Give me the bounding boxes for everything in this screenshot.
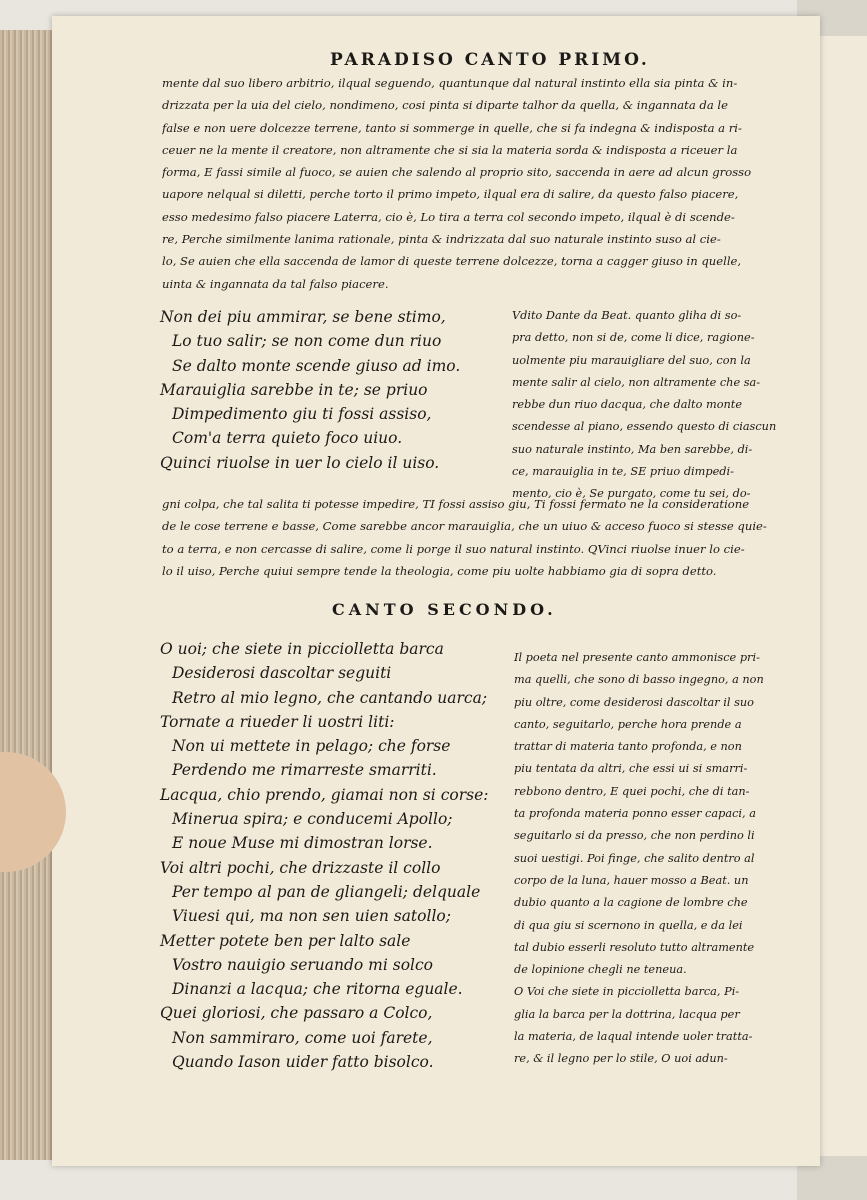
commentary-line: Vdito Dante da Beat. quanto gliha di so- [512, 309, 742, 322]
prose-line: de le cose terrene e basse, Come sarebbe ancor marauiglia, che un uiuo & acceso fuoco si stesse quie- [162, 519, 767, 534]
commentary-line: la materia, de laqual intende uoler tratta- [514, 1030, 753, 1044]
verse-line: Perdendo me rimarreste smarriti. [172, 761, 437, 780]
commentary-line: mento, cio è, Se purgato, come tu sei, do- [512, 487, 751, 501]
commentary-line: re, & il legno per lo stile, O uoi adun- [514, 1052, 728, 1066]
verse-line: Com'a terra quieto foco uiuo. [172, 429, 403, 448]
commentary-line: pra detto, non si de, come li dice, ragione- [512, 331, 755, 345]
verse-line: Metter potete ben per lalto sale [160, 931, 411, 950]
prose-line: re, Perche similmente lanima rationale, pinta & indrizzata dal suo naturale instinto suso al cie- [162, 232, 721, 247]
canto-heading: CANTO SECONDO. [332, 600, 557, 619]
verse-line: Non ui mettete in pelago; che forse [172, 737, 451, 756]
verse-line: Desiderosi dascoltar seguiti [172, 664, 392, 683]
commentary-line: ma quelli, che sono di basso ingegno, a non [514, 673, 764, 687]
commentary-line: glia la barca per la dottrina, lacqua per [514, 1007, 740, 1021]
verse-line: E noue Muse mi dimostran lorse. [172, 834, 433, 853]
verse-line: Marauiglia sarebbe in te; se priuo [160, 380, 428, 399]
verse-block-1 [160, 305, 460, 475]
commentary-line: trattar di materia tanto profonda, e non [514, 740, 742, 754]
commentary-line: seguitarlo si da presso, che non perdino li [514, 829, 755, 843]
commentary-line: O Voi che siete in picciolletta barca, Pi- [514, 985, 740, 999]
commentary-line: canto, seguitarlo, perche hora prende a [514, 717, 742, 731]
commentary-line: suo naturale instinto, Ma ben sarebbe, di- [512, 442, 753, 456]
verse-line: Non dei piu ammirar, se bene stimo, [160, 308, 446, 326]
intro-prose [162, 72, 772, 295]
prose-line: mente dal suo libero arbitrio, ilqual seguendo, quantunque dal natural instinto ella sia pinta & in- [162, 76, 738, 90]
verse-block-2 [160, 637, 488, 1074]
commentary-line: scendesse al piano, essendo questo di ciascun [512, 420, 777, 434]
commentary-line: corpo de la luna, hauer mosso a Beat. un [514, 873, 749, 887]
prose-line: drizzata per la uia del cielo, nondimeno, cosi pinta si diparte talhor da quella, & ingannata da le [162, 98, 729, 113]
verse-line: Voi altri pochi, che drizzaste il collo [160, 858, 441, 877]
verse-line: Dinanzi a lacqua; che ritorna eguale. [172, 980, 463, 999]
commentary-block-1 [512, 305, 776, 506]
prose-line: lo il uiso, Perche quiui sempre tende la theologia, come piu uolte habbiamo gia di sopra detto. [162, 563, 717, 578]
commentary-line: ce, marauiglia in te, SE priuo dimpedi- [512, 465, 734, 479]
commentary-line: suoi uestigi. Poi finge, che salito dentro al [514, 851, 755, 865]
commentary-line: ta profonda materia ponno esser capaci, a [514, 807, 756, 821]
prose-line: uapore nelqual si diletti, perche torto il primo impeto, ilqual era di salire, da questo falso piacere, [162, 187, 739, 202]
verse-line: Retro al mio legno, che cantando uarca; [172, 688, 488, 707]
commentary-line: rebbe dun riuo dacqua, che dalto monte [512, 398, 743, 412]
prose-line: uinta & ingannata da tal falso piacere. [162, 276, 389, 291]
verse-line: Vostro nauigio seruando mi solco [172, 955, 434, 974]
verse-line: Lo tuo salir; se non come dun riuo [172, 332, 442, 351]
commentary-block-2 [514, 647, 764, 1071]
commentary-line: rebbono dentro, E quei pochi, che di tan- [514, 784, 750, 798]
commentary-line: tal dubio esserli resoluto tutto altramente [514, 940, 755, 954]
commentary-line: mente salir al cielo, non altramente che sa- [512, 375, 761, 389]
verse-line: Quei gloriosi, che passaro a Colco, [160, 1004, 433, 1023]
prose-line: forma, E fassi simile al fuoco, se auien che salendo al proprio sito, saccenda in aere ad alcun grosso [162, 165, 752, 180]
verse-line: Per tempo al pan de gliangeli; delquale [172, 882, 481, 901]
verse-line: Tornate a riueder li uostri liti: [160, 712, 395, 731]
prose-line: lo, Se auien che ella saccenda de lamor di queste terrene dolcezze, torna a cagger giuso in quelle, [162, 254, 742, 269]
verse-line: Dimpedimento giu ti fossi assiso, [172, 405, 432, 424]
prose-line: to a terra, e non cercasse di salire, come li porge il suo natural instinto. QVinci riuolse inuer lo cie- [162, 541, 745, 556]
commentary-line: piu oltre, come desiderosi dascoltar il suo [514, 695, 754, 709]
verse-line: Non sammiraro, come uoi farete, [172, 1028, 433, 1047]
verse-line: O uoi; che siete in picciolletta barca [160, 640, 444, 658]
commentary-line: di qua giu si scernono in quella, e da lei [514, 918, 743, 932]
running-head: PARADISO CANTO PRIMO. [330, 50, 650, 70]
prose-line: esso medesimo falso piacere Laterra, cio è, Lo tira a terra col secondo impeto, ilqual è di scende- [162, 209, 735, 224]
facing-page-edge [814, 36, 867, 1156]
commentary-block-1-continued [162, 493, 772, 582]
verse-line: Quando Iason uider fatto bisolco. [172, 1053, 434, 1072]
commentary-line: piu tentata da altri, che essi ui si smarri- [514, 762, 748, 776]
commentary-line: dubio quanto a la cagione de lombre che [514, 896, 748, 910]
prose-line: false e non uere dolcezze terrene, tanto si sommerge in quelle, che si fa indegna & indisposta a ri- [162, 120, 742, 135]
commentary-line: Il poeta nel presente canto ammonisce pri- [514, 651, 760, 664]
prose-line: gni colpa, che tal salita ti potesse impedire, TI fossi assiso giu, Ti fossi fermato ne la consideratione [162, 497, 750, 511]
verse-line: Minerua spira; e conducemi Apollo; [172, 810, 453, 829]
verse-line: Lacqua, chio prendo, giamai non si corse: [160, 785, 489, 804]
verse-line: Se dalto monte scende giuso ad imo. [172, 356, 461, 375]
verse-line: Quinci riuolse in uer lo cielo il uiso. [160, 453, 440, 472]
book-page-edges [0, 30, 59, 1160]
commentary-line: uolmente piu marauigliare del suo, con la [512, 353, 751, 367]
verse-line: Viuesi qui, ma non sen uien satollo; [172, 907, 451, 926]
prose-line: ceuer ne la mente il creatore, non altramente che si sia la materia sorda & indisposta a riceuer la [162, 142, 738, 157]
commentary-line: de lopinione chegli ne teneua. [514, 963, 687, 977]
